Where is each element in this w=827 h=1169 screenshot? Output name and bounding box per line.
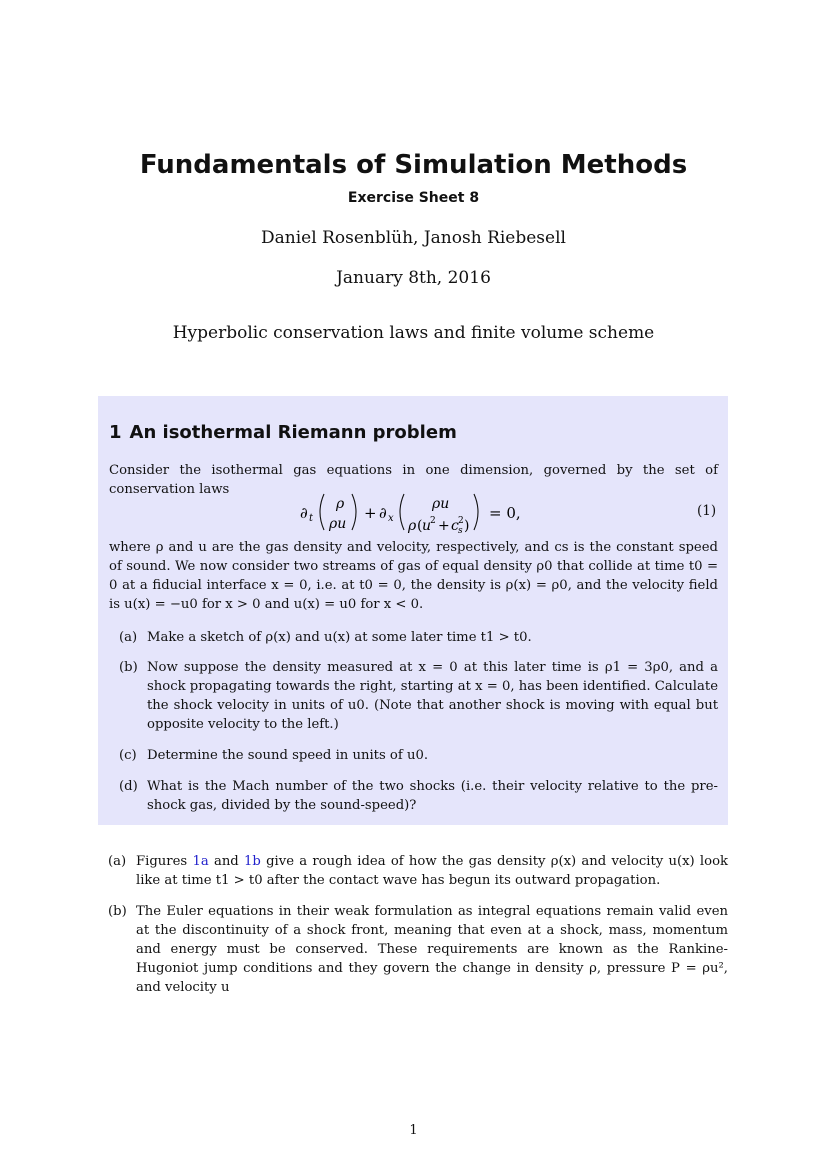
task-label: (d) — [119, 779, 138, 794]
answer-text-part: Figures — [136, 854, 188, 869]
exercise-heading — [109, 422, 457, 443]
exercise-intro: Consider the isothermal gas equations in one dimension, governed by the set of conservation laws — [109, 463, 718, 497]
svg-text:∂: ∂ — [379, 504, 387, 522]
task-text: Now suppose the density measured at x = 0 at this later time is ρ1 = 3ρ0, and a shock propagating towards the right, starting at x = 0, has been identified. Calculate the shock velocity in units of u0. (Note that another shock is moving with equal but opposite velocity to the left.) — [147, 660, 718, 732]
svg-text:ρ: ρ — [336, 496, 345, 512]
svg-text:u: u — [422, 518, 432, 534]
svg-text:ρ: ρ — [408, 518, 417, 534]
svg-text:): ) — [464, 518, 470, 534]
page-number: 1 — [409, 1123, 418, 1138]
svg-text:ρu: ρu — [432, 496, 450, 512]
date: January 8th, 2016 — [336, 268, 491, 288]
task-label: (c) — [119, 748, 137, 763]
task-text: Make a sketch of ρ(x) and u(x) at some later time t1 > t0. — [147, 630, 532, 645]
answer-text — [136, 852, 728, 890]
answer-label: (a) — [108, 854, 127, 869]
svg-text:= 0,: = 0, — [489, 504, 521, 522]
svg-text:t: t — [309, 513, 314, 524]
task-label: (b) — [119, 660, 138, 675]
answer-text: The Euler equations in their weak formulation as integral equations remain valid even at the discontinuity of a shock front, meaning that even at a shock, mass, momentum and energy must be conserved. These requirements are known as the Rankine-Hugoniot jump conditions and they govern the change in density ρ, pressure P = ρu², and velocity u — [136, 904, 728, 995]
svg-text:2: 2 — [430, 516, 436, 526]
svg-text:+: + — [438, 518, 450, 534]
figure-link-1a[interactable]: 1a — [192, 854, 209, 869]
exercise-heading-text: An isothermal Riemann problem — [129, 422, 457, 443]
svg-text:∂: ∂ — [300, 504, 308, 522]
topic: Hyperbolic conservation laws and finite volume scheme — [172, 323, 655, 343]
svg-text:s: s — [458, 526, 463, 534]
conservation-equation — [300, 490, 530, 534]
svg-text:c: c — [451, 518, 459, 534]
task-text: Determine the sound speed in units of u0. — [147, 748, 429, 763]
exercise-description: where ρ and u are the gas density and velocity, respectively, and cs is the constant speed of sound. We now consider two streams of gas of equal density ρ0 that collide at time t0 = 0 at a fiducial interface x = 0, i.e. at t0 = 0, the density is ρ(x) = ρ0, and the velocity field is u(x) = −u0 for x > 0 and u(x) = u0 for x < 0. — [109, 540, 718, 612]
svg-text:x: x — [388, 513, 394, 524]
task-text: What is the Mach number of the two shocks (i.e. their velocity relative to the pre-shock gas, divided by the sound-speed)? — [147, 779, 718, 813]
answer-label: (b) — [108, 904, 127, 919]
document-subtitle: Exercise Sheet 8 — [347, 190, 480, 206]
svg-text:2: 2 — [458, 516, 464, 526]
document-title: Fundamentals of Simulation Methods — [139, 150, 688, 180]
figure-link-1b[interactable]: 1b — [244, 854, 261, 869]
answer-text-part: and — [213, 854, 239, 869]
answer-text-part: give a rough idea of how the gas density ρ(x) and velocity u(x) look like at time t1 > t0 after the contact wave has begun its outward propagation. — [136, 854, 728, 888]
svg-text:(: ( — [417, 518, 423, 534]
exercise-number: 1 — [109, 422, 122, 443]
equation-number: (1) — [697, 503, 717, 519]
authors: Daniel Rosenblüh, Janosh Riebesell — [261, 228, 566, 248]
task-label: (a) — [119, 630, 138, 645]
svg-text:ρu: ρu — [329, 516, 347, 532]
svg-text:+: + — [364, 504, 377, 522]
